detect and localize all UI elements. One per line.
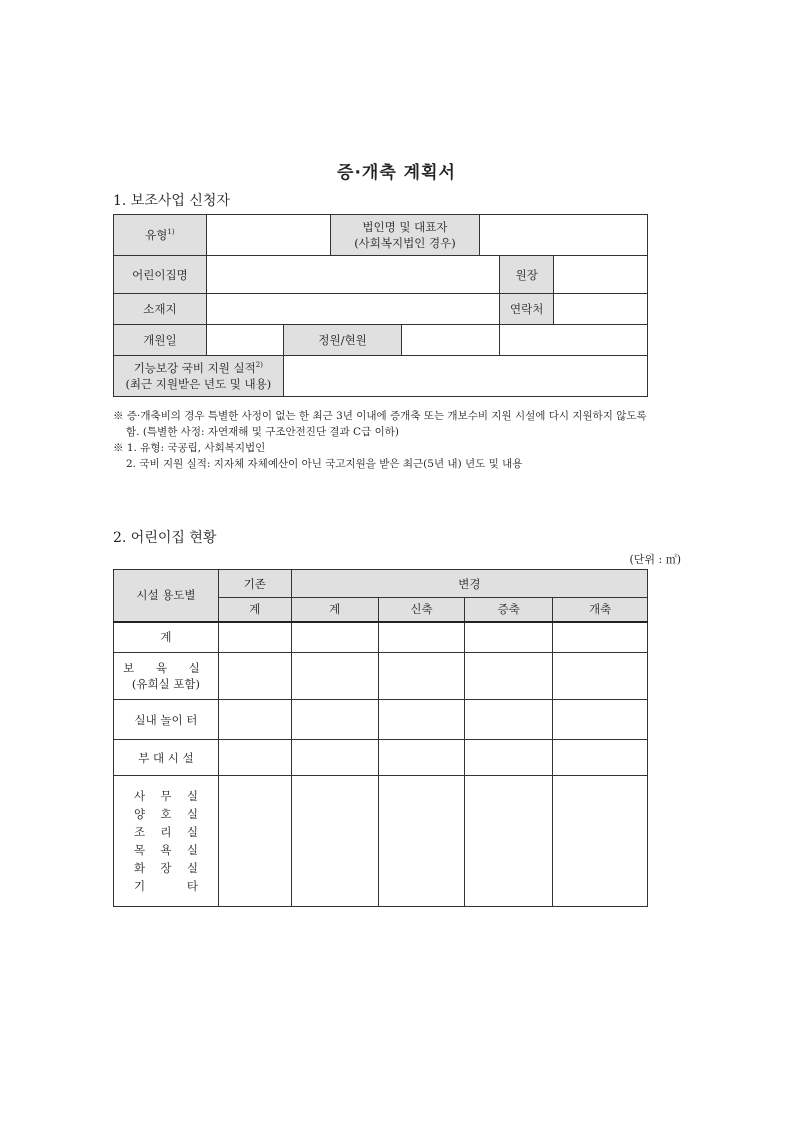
existing-header: 기존 — [218, 570, 291, 598]
table-cell[interactable] — [553, 622, 648, 653]
care-room-sub: (유희실 포함) — [131, 677, 201, 691]
note-line: 함. (특별한 사정: 자연재해 및 구조안전진단 결과 C급 이하) — [126, 426, 399, 438]
facility-header: 시설 용도별 — [114, 570, 219, 622]
table-cell[interactable] — [378, 653, 465, 700]
table-cell[interactable] — [218, 700, 291, 740]
director-input[interactable] — [554, 256, 648, 294]
row-label-care-room — [114, 653, 219, 700]
support-footnote-mark: 2) — [255, 361, 263, 370]
table-row — [114, 700, 648, 740]
center-name-input[interactable] — [206, 256, 499, 294]
table-cell[interactable] — [553, 653, 648, 700]
table-cell[interactable] — [553, 700, 648, 740]
section-heading-applicant: 1. 보조사업 신청자 — [113, 193, 230, 209]
type-footnote-mark: 1) — [167, 228, 175, 237]
type-input[interactable] — [206, 215, 330, 256]
table-cell[interactable] — [378, 776, 465, 907]
table-cell[interactable] — [291, 740, 378, 776]
support-label-cell — [114, 356, 284, 397]
extension-header: 증축 — [465, 598, 553, 622]
row-label-auxiliary: 부 대 시 설 — [114, 740, 219, 776]
note-line: ※ 1. 유형: 국공립, 사회복지법인 — [113, 442, 266, 454]
corp-label-cell — [330, 215, 480, 256]
row-label-total: 계 — [114, 622, 219, 653]
applicant-table — [113, 214, 648, 397]
table-cell[interactable] — [465, 700, 553, 740]
location-input[interactable] — [206, 294, 499, 325]
corp-input[interactable] — [480, 215, 648, 256]
table-cell[interactable] — [291, 622, 378, 653]
table-cell[interactable] — [378, 622, 465, 653]
table-cell[interactable] — [218, 776, 291, 907]
center-name-label: 어린이집명 — [114, 256, 207, 294]
capacity-extra-input[interactable] — [500, 325, 648, 356]
open-date-label: 개원일 — [114, 325, 207, 356]
change-total-header: 계 — [291, 598, 378, 622]
table-cell[interactable] — [378, 740, 465, 776]
table-row — [114, 776, 648, 907]
renovation-header: 개축 — [553, 598, 648, 622]
table-cell[interactable] — [553, 740, 648, 776]
table-cell[interactable] — [291, 700, 378, 740]
director-label: 원장 — [500, 256, 554, 294]
support-input[interactable] — [283, 356, 647, 397]
change-header: 변경 — [291, 570, 647, 598]
table-row — [114, 622, 648, 653]
corp-label: 법인명 및 대표자 — [362, 220, 448, 234]
capacity-label: 정원/현원 — [283, 325, 402, 356]
row-label-indoor-play: 실내 놀이 터 — [114, 700, 219, 740]
table-cell[interactable] — [465, 776, 553, 907]
other-rooms-label: 사 무 실 양 호 실 조 리 실 목 욕 실 화 장 실 기 타 — [133, 789, 198, 893]
note-line: 2. 국비 지원 실적: 지자체 자체예산이 아닌 국고지원을 받은 최근(5년 내) 년도 및 내용 — [126, 458, 523, 470]
table-cell[interactable] — [465, 740, 553, 776]
contact-input[interactable] — [554, 294, 648, 325]
notes — [113, 408, 688, 472]
table-cell[interactable] — [218, 653, 291, 700]
support-label: 기능보강 국비 지원 실적 — [133, 361, 256, 375]
facility-table — [113, 569, 648, 907]
table-cell[interactable] — [291, 776, 378, 907]
unit-label: (단위 : ㎡) — [629, 553, 681, 566]
page-title: 증·개축 계획서 — [337, 163, 456, 183]
table-cell[interactable] — [378, 700, 465, 740]
note-line: ※ 증·개축비의 경우 특별한 사정이 없는 한 최근 3년 이내에 증개축 또는 개보수비 지원 시설에 다시 지원하지 않도록 — [113, 410, 647, 422]
capacity-input[interactable] — [402, 325, 500, 356]
type-label-cell — [114, 215, 207, 256]
table-cell[interactable] — [465, 622, 553, 653]
open-date-input[interactable] — [206, 325, 283, 356]
table-row — [114, 740, 648, 776]
table-row — [114, 653, 648, 700]
contact-label: 연락처 — [500, 294, 554, 325]
care-room-label: 보 육 실 — [123, 661, 209, 675]
location-label: 소재지 — [114, 294, 207, 325]
table-cell[interactable] — [218, 740, 291, 776]
support-label-sub: (최근 지원받은 년도 및 내용) — [125, 377, 272, 391]
row-label-other — [114, 776, 219, 907]
new-build-header: 신축 — [378, 598, 465, 622]
table-cell[interactable] — [465, 653, 553, 700]
table-cell[interactable] — [553, 776, 648, 907]
corp-label-sub: (사회복지법인 경우) — [354, 236, 456, 250]
section-heading-status: 2. 어린이집 현황 — [113, 530, 217, 546]
type-label: 유형 — [145, 228, 168, 242]
table-cell[interactable] — [218, 622, 291, 653]
existing-total-header: 계 — [218, 598, 291, 622]
table-cell[interactable] — [291, 653, 378, 700]
